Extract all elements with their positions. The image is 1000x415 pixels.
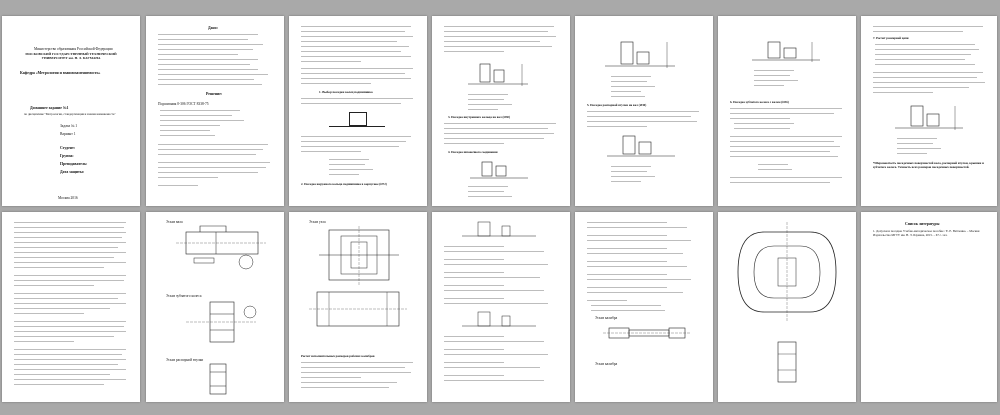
page-12-gauge-calc [575, 212, 713, 402]
gauge-label-2: Эскиз калибра [595, 362, 618, 366]
teacher-label: Преподаватель: [60, 162, 88, 166]
department-text: Кафедра «Метрология и взаимозаменяемость» [20, 71, 101, 75]
note-text: *Шероховатость посадочных поверхностей вала, распорной втулки, крышки и зубчатого колеса. Точность всех размеров посадочных поверхностей. [873, 161, 984, 169]
section-5-heading: 5. Посадка распорной втулки на вал (Ø30) [587, 103, 647, 107]
fit-diagram-4 [575, 16, 713, 206]
sketch-assembly-label: Эскиз узла [309, 220, 326, 224]
page-7-calculation [861, 16, 997, 206]
city-year: Москва 2016 [58, 196, 78, 200]
assignment-title: Домашнее задание №1 [30, 106, 69, 110]
page-4-calculation [432, 16, 570, 206]
sketch-shaft-label: Эскиз вала [166, 220, 183, 224]
section-4-heading: 4. Посадка шпоночного соединения [448, 150, 498, 154]
assembly-drawing [289, 212, 427, 402]
page-2-given [146, 16, 284, 206]
bearing-text: Подшипник 0-306 ГОСТ 8338-75 [158, 102, 209, 106]
page-13-gauge-drawing [718, 212, 856, 402]
student-label: Студент: [60, 146, 76, 150]
date-label: Дата защиты: [60, 170, 85, 174]
plug-gauge-sketch [575, 212, 713, 402]
discipline-text: по дисциплине "Метрология, стандартизация и взаимозаменяемость" [24, 112, 116, 116]
fit-diagram-2 [432, 16, 570, 206]
page-6-calculation [718, 16, 856, 206]
bibliography-heading: Список литературы [905, 222, 940, 226]
page-5-calculation [575, 16, 713, 206]
section-3-heading: 3. Посадка внутреннего кольца на вал (Ø30) [448, 115, 511, 119]
page-11-gauge-calc [432, 212, 570, 402]
university-text: МОСКОВСКИЙ ГОСУДАРСТВЕННЫЙ ТЕХНИЧЕСКИЙ УНИВЕРСИТЕТ им. Н. Э. БАУМАНА [25, 52, 117, 61]
sketch-gear-label: Эскиз зубчатого колеса [166, 294, 202, 298]
page-10-assembly [289, 212, 427, 402]
page-1-title [2, 16, 140, 206]
gauge-label: Эскиз калибра [595, 316, 618, 320]
page-14-bibliography [861, 212, 997, 402]
given-heading: Дано: [208, 26, 218, 30]
solution-heading: Решение: [206, 92, 223, 96]
page-8-text [2, 212, 140, 402]
sketch-sleeve-label: Эскиз распорной втулки [166, 358, 204, 362]
fit-diagram-6 [861, 16, 997, 206]
section-7-heading: 7. Расчет размерной цепи [873, 36, 909, 40]
ministry-text: Министерство образования Российской Федерации [34, 47, 113, 51]
section-2-heading: 2. Посадка наружного кольца подшипника в корпусное (Ø72) [301, 182, 387, 186]
snap-gauge-drawing [718, 212, 856, 402]
page-9-sketches [146, 212, 284, 402]
section-6-heading: 6. Посадка зубчатого колеса с валом (Ø36) [730, 100, 789, 104]
gauge-calc-heading: Расчет исполнительных размеров рабочих калибров [301, 354, 375, 358]
page-3-calculation [289, 16, 427, 206]
tolerance-diagram [349, 112, 367, 126]
sleeve-sketch [146, 212, 284, 402]
variant-text: Вариант 1 [60, 132, 76, 136]
group-label: Группа: [60, 154, 74, 158]
section-1-heading: 1. Выбор посадки колец подшипника [319, 90, 373, 94]
task-text: Задача № 1 [60, 124, 78, 128]
bibliography-item: 1. Допуски и посадки. Учебно-методическое пособие / Е. Е. Витченко. – Москва: Издательство МГТУ им. Н. Э. Баумана, 2015. – 67 с.: ил. [873, 229, 981, 237]
gauge-tolerance-diagram-2 [432, 212, 570, 402]
